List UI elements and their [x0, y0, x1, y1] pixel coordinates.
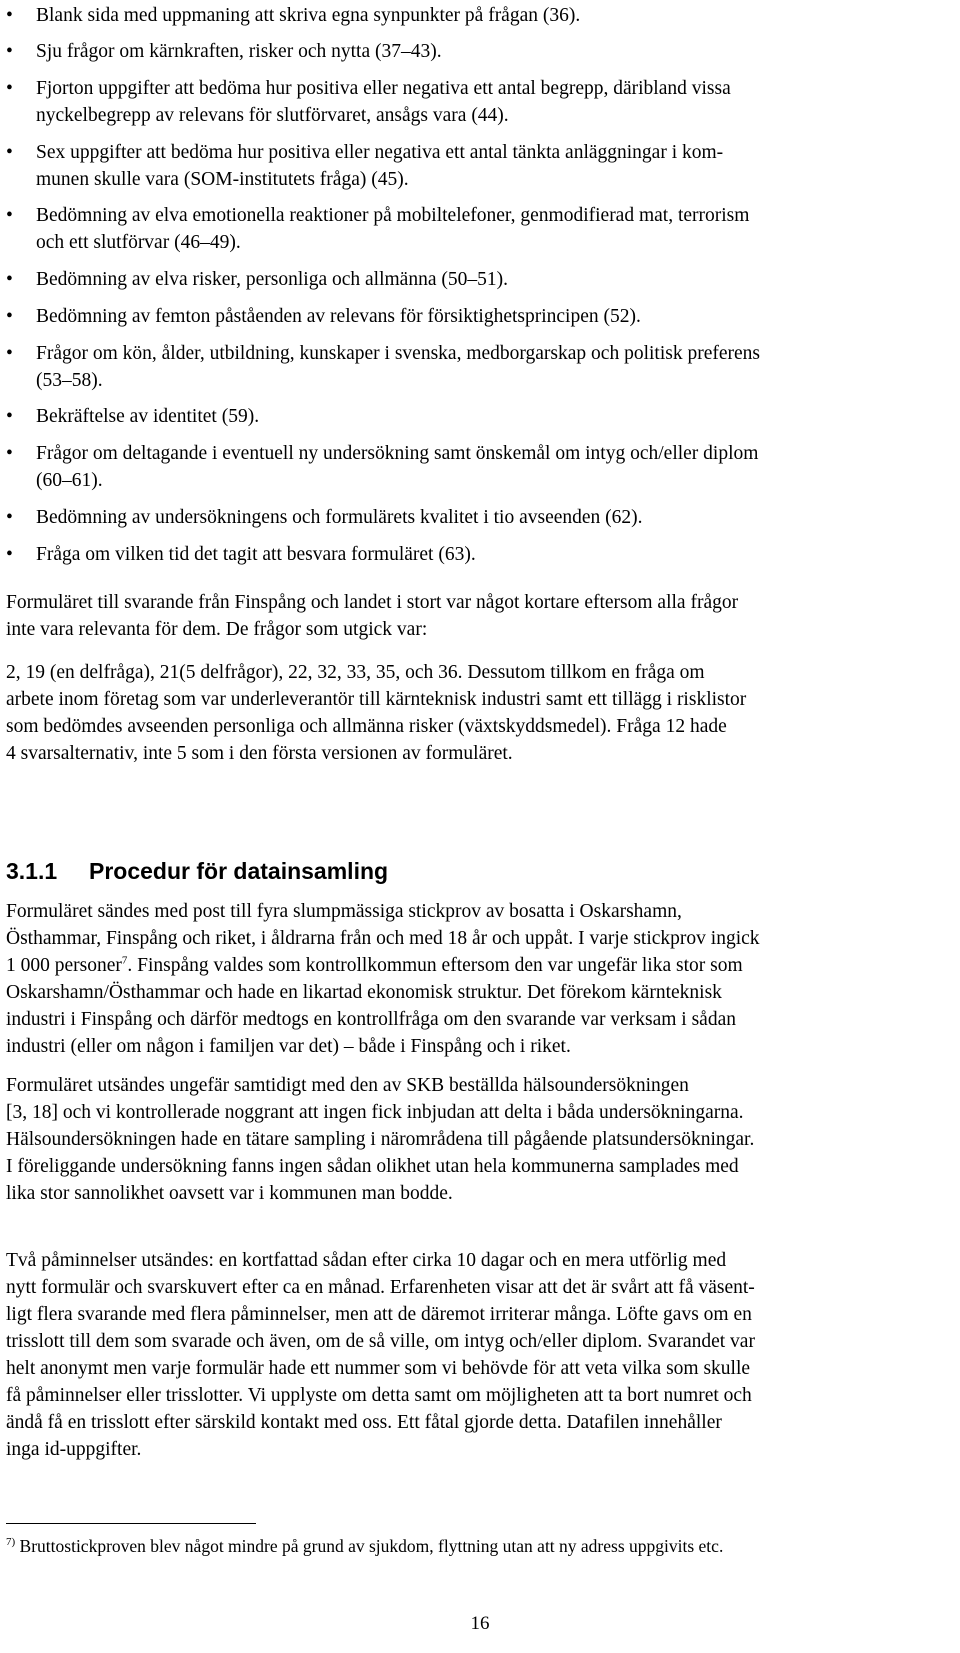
list-item-line: Fjorton uppgifter att bedöma hur positiva eller negativa ett antal begrepp, däribland vissa — [36, 78, 731, 99]
paragraph-line: Två påminnelser utsändes: en kortfattad sådan efter cirka 10 dagar och en mera utförlig med — [6, 1250, 727, 1271]
paragraph-line: [3, 18] och vi kontrollerade noggrant att ingen fick inbjudan att delta i båda undersökningarna. — [6, 1102, 744, 1123]
list-item-line: Bedömning av femton påståenden av relevans för försiktighetsprincipen (52). — [36, 306, 641, 327]
paragraph-line: Östhammar, Finspång och riket, i åldrarna från och med 18 år och uppåt. I varje stickprov ingick — [6, 928, 760, 949]
paragraph-line: 2, 19 (en delfråga), 21(5 delfrågor), 22, 32, 33, 35, och 36. Dessutom tillkom en fråga om — [6, 662, 705, 683]
list-item-line: Bedömning av elva emotionella reaktioner på mobiltelefoner, genmodifierad mat, terrorism — [36, 205, 750, 226]
paragraph-line: arbete inom företag som var underleverantör till kärnteknisk industri samt ett tillägg i risklistor — [6, 689, 747, 710]
section-title: Procedur för datainsamling — [89, 858, 389, 884]
bullet-icon: • — [6, 306, 13, 327]
list-item-line: munen skulle vara (SOM-institutets fråga) (45). — [36, 169, 409, 190]
list-item-line: (60–61). — [36, 470, 103, 491]
footnote-text: Bruttostickproven blev något mindre på grund av sjukdom, flyttning utan att ny adress uppgivits etc. — [19, 1536, 724, 1556]
paragraph-line: inga id-uppgifter. — [6, 1439, 142, 1460]
list-item-line: Sex uppgifter att bedöma hur positiva eller negativa ett antal tänkta anläggningar i kom- — [36, 142, 724, 163]
paragraph-line: ändå få en trisslott efter särskild kontakt med oss. Ett fåtal gjorde detta. Datafilen innehåller — [6, 1412, 722, 1433]
bullet-icon: • — [6, 406, 13, 427]
paragraph-line: helt anonymt men varje formulär hade ett nummer som vi behövde för att veta vilka som skulle — [6, 1358, 751, 1379]
bullet-icon: • — [6, 443, 13, 464]
paragraph-line: Oskarshamn/Östhammar och hade en likartad ekonomisk struktur. Det förekom kärnteknisk — [6, 982, 722, 1003]
bullet-icon: • — [6, 343, 13, 364]
paragraph-line: inte vara relevanta för dem. De frågor som utgick var: — [6, 619, 428, 640]
paragraph-line: I föreliggande undersökning fanns ingen sådan olikhet utan hela kommunerna samplades med — [6, 1156, 739, 1177]
paragraph-health-survey — [6, 1072, 941, 1207]
bullet-icon: • — [6, 507, 13, 528]
list-item-line: Blank sida med uppmaning att skriva egna synpunkter på frågan (36). — [36, 5, 581, 26]
footnote — [6, 1534, 941, 1558]
paragraph-removed-questions — [6, 659, 941, 767]
paragraph-line: som bedömdes avseenden personliga och allmänna risker (växtskyddsmedel). Fråga 12 hade — [6, 716, 727, 737]
list-item-line: Bedömning av undersökningens och formulärets kvalitet i tio avseenden (62). — [36, 507, 643, 528]
bullet-icon: • — [6, 205, 13, 226]
paragraph-line: nytt formulär och svarskuvert efter ca en månad. Erfarenheten visar att det är svårt att få väsent- — [6, 1277, 755, 1298]
bullet-icon: • — [6, 142, 13, 163]
section-number: 3.1.1 — [6, 858, 58, 884]
bullet-icon: • — [6, 78, 13, 99]
paragraph-line: få påminnelser eller trisslotter. Vi upplyste om detta samt om möjligheten att ta bort numret och — [6, 1385, 752, 1406]
footnote-reference: 7 — [121, 954, 128, 967]
paragraph-line: trisslott till dem som svarade och även, om de så ville, om intyg och/eller diplom. Svarandet var — [6, 1331, 755, 1352]
footnote-divider — [6, 1523, 256, 1524]
paragraph-line: industri (eller om någon i familjen var det) – både i Finspång och i riket. — [6, 1036, 571, 1057]
page-number: 16 — [470, 1613, 490, 1634]
paragraph-line: ligt flera svarande med flera påminnelser, men att de däremot irriterar många. Löfte gavs om en — [6, 1304, 752, 1325]
paragraph-line: lika stor sannolikhet oavsett var i kommunen man bodde. — [6, 1183, 453, 1204]
section-heading — [6, 856, 388, 886]
paragraph-line: Hälsoundersökningen hade en tätare sampling i närområdena till pågående platsundersökningar. — [6, 1129, 755, 1150]
paragraph-line — [6, 952, 941, 979]
bullet-icon: • — [6, 5, 13, 26]
list-item-line: Fråga om vilken tid det tagit att besvara formuläret (63). — [36, 544, 476, 565]
list-item-line: Frågor om deltagande i eventuell ny undersökning samt önskemål om intyg och/eller diplom — [36, 443, 759, 464]
list-item-line: Bekräftelse av identitet (59). — [36, 406, 260, 427]
paragraph-shorter-form — [6, 589, 941, 643]
footnote-marker: 7) — [6, 1536, 16, 1549]
paragraph-line: Formuläret utsändes ungefär samtidigt med den av SKB beställda hälsoundersökningen — [6, 1075, 689, 1096]
bullet-icon: • — [6, 544, 13, 565]
list-item-line: nyckelbegrepp av relevans för slutförvaret, ansågs vara (44). — [36, 105, 509, 126]
bullet-icon: • — [6, 269, 13, 290]
list-item-line: Frågor om kön, ålder, utbildning, kunskaper i svenska, medborgarskap och politisk preferens — [36, 343, 760, 364]
paragraph-reminders — [6, 1247, 941, 1463]
list-item-line: Bedömning av elva risker, personliga och allmänna (50–51). — [36, 269, 508, 290]
bullet-icon: • — [6, 41, 13, 62]
list-item-line: och ett slutförvar (46–49). — [36, 232, 241, 253]
paragraph-line: industri i Finspång och därför medtogs en kontrollfråga om den svarande var verksam i sådan — [6, 1009, 736, 1030]
paragraph-line: Formuläret till svarande från Finspång och landet i stort var något kortare eftersom alla frågor — [6, 592, 739, 613]
list-item-line: Sju frågor om kärnkraften, risker och nytta (37–43). — [36, 41, 442, 62]
paragraph-line: 4 svarsalternativ, inte 5 som i den första versionen av formuläret. — [6, 743, 513, 764]
paragraph-text: 1 000 personer — [6, 955, 122, 976]
list-item-line: (53–58). — [36, 370, 103, 391]
paragraph-data-collection — [6, 898, 941, 1060]
paragraph-line: Formuläret sändes med post till fyra slumpmässiga stickprov av bosatta i Oskarshamn, — [6, 901, 682, 922]
paragraph-text: . Finspång valdes som kontrollkommun eftersom den var ungefär lika stor som — [127, 955, 743, 976]
